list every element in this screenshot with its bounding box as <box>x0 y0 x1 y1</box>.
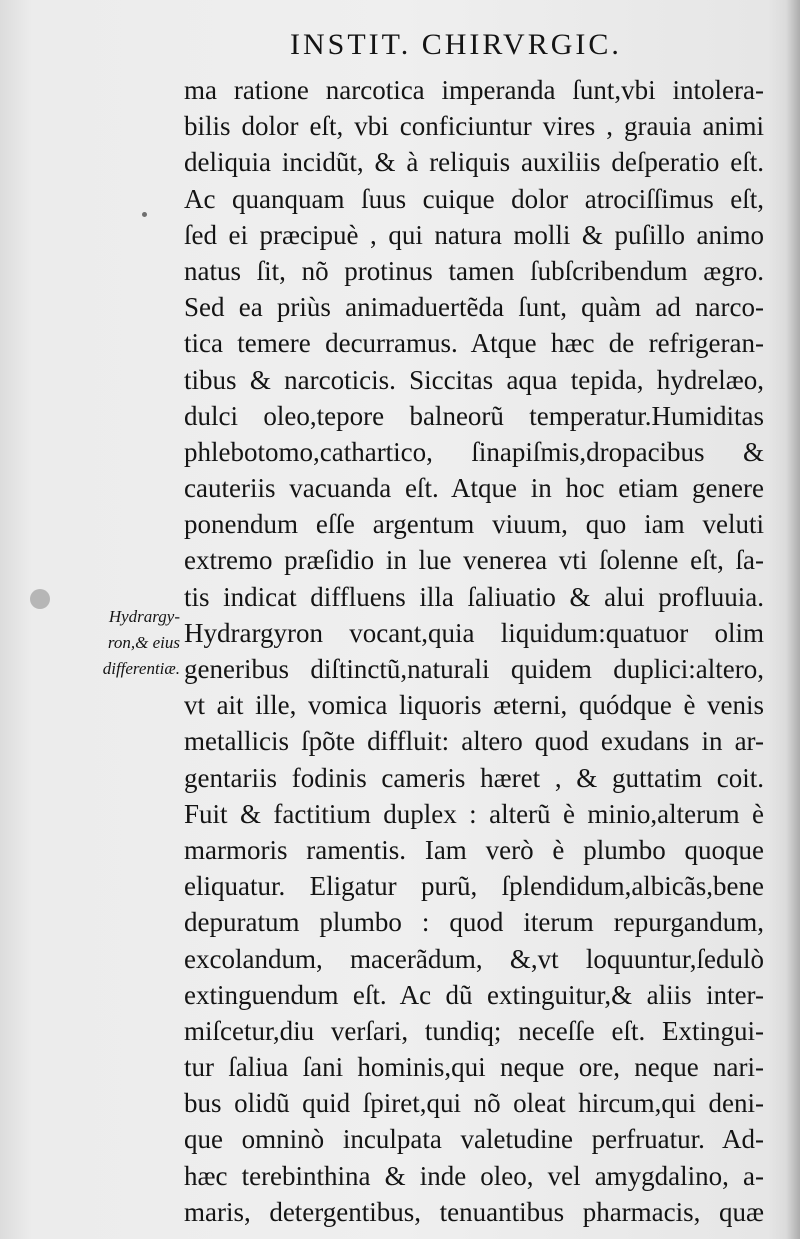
text-line: excolandum, macerãdum, &,vt loquuntur,ſedulò <box>184 943 764 974</box>
text-line: Fuit & factitium duplex : alterũ è minio,alterum è <box>184 798 764 829</box>
text-line: ponendum eſſe argentum viuum, quo iam veluti <box>184 509 764 540</box>
text-line: natus ſit, nõ protinus tamen ſubſcribendum ægro. <box>184 255 764 286</box>
text-line: generibus diſtinctũ,naturali quidem duplici:altero, <box>184 654 764 684</box>
text-line: Ac quanquam ſuus cuique dolor atrociſſimus eſt, <box>184 183 764 214</box>
body-text <box>184 72 764 1230</box>
text-line: dulci oleo,tepore balneorũ temperatur.Humiditas <box>184 400 764 431</box>
text-line: tur ſaliua ſani hominis,qui neque ore, neque nari- <box>184 1052 764 1083</box>
ink-blot <box>30 589 50 609</box>
marginal-note-line: ron,& eius <box>107 633 180 652</box>
text-line: extremo præſidio in lue venerea vti ſolenne eſt, ſa- <box>184 545 764 576</box>
text-line: depuratum plumbo : quod iterum repurgandum, <box>184 907 764 938</box>
text-line: phlebotomo,cathartico, ſinapiſmis,dropacibus & <box>184 436 764 467</box>
text-line: extinguendum eſt. Ac dũ extinguitur,& aliis inter- <box>184 979 764 1010</box>
text-line: Sed ea priùs animaduertẽda ſunt, quàm ad narco- <box>184 292 764 323</box>
text-line: tis indicat diffluens illa ſaliuatio & alui profluuia. <box>184 581 764 612</box>
text-line: cauteriis vacuanda eſt. Atque in hoc etiam genere <box>184 473 764 504</box>
text-line: bus olidũ quid ſpiret,qui nõ oleat hircum,qui deni- <box>184 1088 764 1119</box>
marginal-note <box>50 604 180 682</box>
text-line: vt ait ille, vomica liquoris æterni, quódque è venis <box>184 690 764 721</box>
text-line: miſcetur,diu verſari, tundiq; neceſſe eſt. Extingui- <box>184 1015 764 1046</box>
text-line: maris, detergentibus, tenuantibus pharmacis, quæ <box>184 1196 764 1227</box>
text-line: metallicis ſpõte diffluit: altero quod exudans in ar- <box>184 726 764 757</box>
text-line: que omninò inculpata valetudine perfruatur. Ad- <box>184 1124 764 1155</box>
text-line: Hydrargyron vocant,quia liquidum:quatuor olim <box>184 617 764 648</box>
text-line: ſed ei præcipuè , qui natura molli & puſillo animo <box>184 219 764 250</box>
text-line: gentariis fodinis cameris hæret , & guttatim coit. <box>184 762 764 793</box>
page-edge-shadow <box>786 0 800 1239</box>
text-line: marmoris ramentis. Iam verò è plumbo quoque <box>184 834 764 865</box>
marginal-note-line: differentiæ. <box>102 659 180 678</box>
running-head: INSTIT. CHIRVRGIC. <box>290 28 622 61</box>
text-line: deliquia incidũt, & à reliquis auxiliis deſperatio eſt. <box>184 147 764 178</box>
text-line: ma ratione narcotica imperanda ſunt,vbi intolera- <box>184 75 764 105</box>
text-line: eliquatur. Eligatur purũ, ſplendidum,albicãs,bene <box>184 871 764 902</box>
marginal-note-line: Hydrargy- <box>108 607 180 626</box>
text-line: bilis dolor eſt, vbi conficiuntur vires , grauia animi <box>184 111 764 142</box>
ink-speck <box>142 212 147 217</box>
text-line: tibus & narcoticis. Siccitas aqua tepida, hydrelæo, <box>184 364 764 395</box>
text-line: hæc terebinthina & inde oleo, vel amygdalino, a- <box>184 1160 764 1191</box>
text-line: tica temere decurramus. Atque hæc de refrigeran- <box>184 328 764 359</box>
